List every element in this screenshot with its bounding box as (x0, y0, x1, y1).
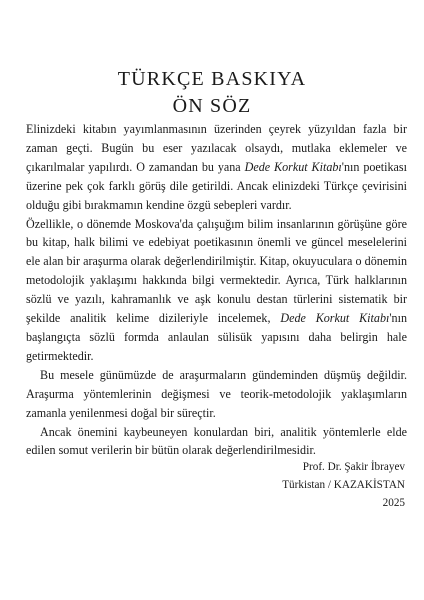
signature-year: 2025 (382, 497, 405, 509)
paragraph-2-text-a: Özellikle, o dönemde Moskova'da çalışuğım bilim insanlarının görüşüne göre bu kitap, halk bilimi ve edebiyat poetikasının önemli ve güncel meselelerini ele alan bir araşurma olarak değerlendirilmiştir. Kitap, okuyuculara o dönemin metodolojik yaklaşımı hakkında bilgi vermektedir. Ayrıca, Türk halklarının sözlü ve yazılı, kahramanlık ve aşk konulu destan türlerini sistematik bir şekilde analitik kelime dizileriyle incelemek, (26, 216, 407, 326)
paragraph-1 (26, 120, 407, 215)
paragraph-4: Ancak önemini kaybeuneyen konulardan biri, analitik yöntemlerle elde edilen somut verilerin bir bütün olarak değerlendirilmesidir. (26, 424, 407, 458)
paragraph-1-text-a: Elinizdeki kitabın yayımlanmasının üzerinden çeyrek yüzyıldan fazla bir zaman geçti. Bugün bu eser yazılacak olsaydı, mutlaka eklemeler ve çıkarılmalar yapılırdı. O zamandan bu yana (26, 122, 407, 174)
preface-body (26, 120, 407, 460)
author-name: Prof. Dr. Şakir İbrayev (302, 461, 405, 473)
paragraph-3: Bu mesele günümüzde de araşurmaların gündeminden düşmüş değildir. Araşurma yöntemlerinin değişmesi ve teorik-metodolojik yaklaşımların zamanla yenilenmesi doğal bir süreçtir. (26, 367, 407, 420)
paragraph-2 (26, 215, 407, 366)
paragraph-1-text-b: 'nın poetikası üzerine pek çok farklı görüş dile getirildi. Ancak elinizdeki Türkçe çevirisini olduğu gibi bırakmamın kendine özgü sebepleri vardır. (26, 159, 407, 212)
page-title (0, 66, 424, 120)
signature-block (282, 458, 405, 512)
book-title-italic: Dede Korkut Kitabı (280, 311, 390, 326)
author-location: Türkistan / KAZAKİSTAN (282, 479, 405, 491)
paragraph-2-text-b: 'nın başlangıçta sözlü formda anlaulan sülisük yapısını daha belirgin hale getirmektedir. (26, 311, 407, 363)
title-line-2: ÖN SÖZ (172, 95, 252, 117)
title-line-1: TÜRKÇE BASKIYA (117, 68, 307, 90)
book-title-italic: Dede Korkut Kitabı (244, 159, 342, 174)
